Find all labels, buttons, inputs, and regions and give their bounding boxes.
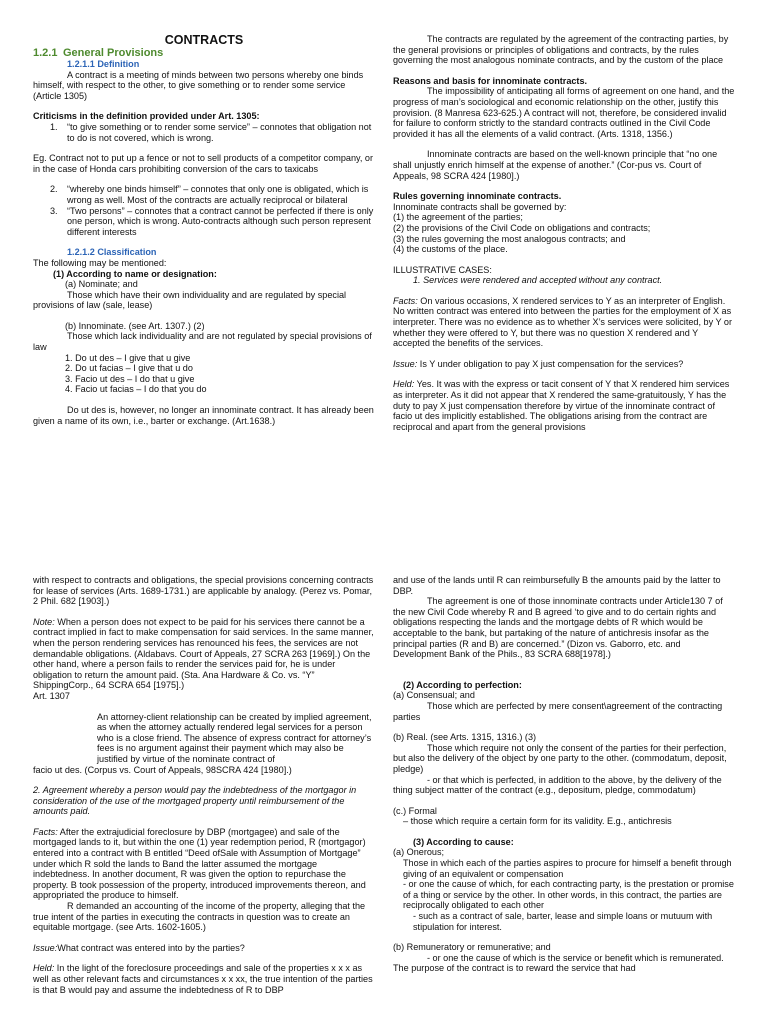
real-text-alt: - or that which is perfected, in addition to the above, by the delivery of the thing subject matter of the contract (e.g., depositum, pledge, commodatum) [393,774,722,796]
case-2-held-continued: and use of the lands until R can reimbursefully B the amounts paid by the latter to DBP. [393,575,721,596]
regulation-paragraph: The contracts are regulated by the agreement of the contracting parties, by the general provisions or principles of obligations and contracts, by the rules governing the most analogous nominate contracts, and by the custom of the place [393,34,729,66]
remuneratory-text: - or one the cause of which is the service or benefit which is remunerated. The purpose of the contract is to reward the service that had [393,952,724,974]
case-1-issue: Issue: Is Y under obligation to pay X just compensation for the services? [393,358,684,369]
case-1-held-continued: with respect to contracts and obligations, the special provisions concerning contracts for lease of services (Arts. 1689-1731.) are applicable by analogy. (Perez vs. Pomar, 2 Phil. 682 [1903].) [33,575,374,607]
onerous-examples: - such as a contract of sale, barter, lease and simple loans or mutuum with stipulation for interest. [413,911,713,932]
reasons-paragraph: The impossibility of anticipating all forms of agreement on one hand, and the progress of man’s sociological and economic relationship on the other, justify this provision. (8 Manresa 623-625.) A contract will not, therefore, be considered invalid for failure to conform strictly to the standard contracts outlined in the Civil Code provided it has all the elements of a valid contract. (Arts. 1318, 1356.) [393,86,735,139]
rule-4: (4) the customs of the place. [393,244,508,255]
real-text: Those which require not only the consent of the parties for their perfection, but also the delivery of the object by one party to the other. (commodatum, deposit, pledge) [393,742,727,774]
page2-right-column [393,575,735,1024]
cause-heading: (3) According to cause: [413,836,514,847]
innominate-text: Those which lack individuality and are not regulated by special provisions of law [33,331,372,353]
case-1-title: 1. Services were rendered and accepted without any contract. [413,275,663,286]
onerous-label: (a) Onerous; [393,847,445,858]
case-2-title: 2. Agreement whereby a person would pay the indebtedness of the mortgagor in consideration of the use of the mortgaged property until reimbursement of the amounts paid. [33,785,357,817]
subsection-classification-heading: 1.2.1.2 Classification [67,247,157,258]
consensual-text: Those which are perfected by mere consent\agreement of the contracting parties [393,700,723,722]
innominate-type-3: 3. Facio ut des – I do that u give [65,373,195,384]
subsection-definition-heading: 1.2.1.1 Definition [67,59,140,69]
real-label: (b) Real. (see Arts. 1315, 1316.) (3) [393,732,537,743]
innominate-type-1: 1. Do ut des – I give that u give [65,352,191,363]
illustrative-cases-heading: ILLUSTRATIVE CASES: [393,264,492,275]
case-1-facts: Facts: On various occasions, X rendered services to Y as an interpreter of English. No written contract was entered into between the parties for the employment of X as interpreter. There was no evidence as to whether X’s services were solicited, by Y or whether they were offered to Y, but there was no question X rendered and Y accepted the benefits of the services. [393,295,732,349]
formal-text: – those which require a certain form for its validity. E.g., antichresis [403,816,672,827]
page1-left-column [33,34,375,494]
criticism-item-3: 3. “Two persons” – connotes that a contract cannot be perfected if there is only one person, which is wrong. Auto-contracts although such person represent different interests [50,205,374,237]
rule-3: (3) the rules governing the most analogous contracts; and [393,233,626,244]
definition-paragraph: A contract is a meeting of minds between two persons whereby one binds himself, with respect to the other, to give something or to render some service (Article 1305) [33,69,364,101]
section-heading [33,47,375,59]
reasons-heading: Reasons and basis for innominate contracts. [393,75,588,86]
onerous-text: Those in which each of the parties aspires to procure for himself a benefit through giving of an equivalent or compensation [403,858,732,879]
nominate-label: (a) Nominate; and [65,279,138,290]
criticism-item-1: 1. “to give something or to render some service” – connotes that obligation not to do is not covered, which is wrong. [50,121,372,143]
formal-label: (c.) Formal [393,805,437,816]
criticism-item-2: 2. “whereby one binds himself” – connotes that only one is obligated, which is wrong as well. Most of the contracts are actually reciprocal or bilateral [50,184,369,205]
innominate-type-4: 4. Facio ut facias – I do that you do [65,384,207,395]
case-1-held: Held: Yes. It was with the express or tacit consent of Y that X rendered him services as interpreter. As it did not appear that X rendered the same-gratuitously, Y has the duty to pay X just compensation therefore by virtue of the innominate contract of facio ut des implicitly established. The obligations arising from the contract are reciprocal and apart from the general provisions [393,379,730,432]
case-2-agreement-paragraph: The agreement is one of those innominate contracts under Article130 7 of the new Civil Code whereby R and B agreed ‘to give and to do certain rights and obligations respecting the lands and the mortgage debts of R which would be acceptable to the bank, but partaking of the nature of antichresis insofar as the principal parties (R and B) are concerned.” (Dizon vs. Gaborro, etc. and Development Bank of the Phils., 83 SCRA 688[1978].) [393,596,723,660]
rules-heading: Rules governing innominate contracts. [393,191,562,202]
rule-2: (2) the provisions of the Civil Code on obligations and contracts; [393,222,651,233]
case-2-held: Held: In the light of the foreclosure proceedings and sale of the properties x x x as well as other relevant facts and circumstances x x xx, the true intention of the parties is that B would pay and assume the indebtedness of R to DBP [33,963,373,995]
case-2-facts-continued: R demanded an accounting of the income of the property, alleging that the true intent of the parties in executing the contracts in question was to create an equitable mortgage. (see Arts. 1602-1605.) [33,901,366,933]
document-title: CONTRACTS [164,34,244,47]
article-1307-label: Art. 1307 [33,690,70,701]
section-title: General Provisions [63,47,164,59]
perfection-heading: (2) According to perfection: [403,679,522,690]
nominate-text: Those which have their own individuality and are regulated by special provisions of law (sale, lease) [33,289,347,311]
rule-1: (1) the agreement of the parties; [393,212,523,223]
page2-left-column [33,575,375,1024]
onerous-text-alt: - or one the cause of which, for each contracting party, is the prestation or promise of a thing or service by the other. In other words, in this contract, the parties are reciprocally obligated to each other [403,879,734,911]
page1-right-column [393,34,735,494]
innominate-label: (b) Innominate. (see Art. 1307.) (2) [65,320,205,331]
consensual-label: (a) Consensual; and [393,690,475,701]
innominate-type-2: 2. Do ut facias – I give that u do [65,363,193,374]
section-number: 1.2.1 [33,47,58,59]
criticisms-heading: Criticisms in the definition provided under Art. 1305: [33,111,260,122]
principle-paragraph: Innominate contracts are based on the well-known principle that “no one shall unjustly enrich himself at the expense of another.” (Cor-pus vs. Court of Appeals, 98 SCRA 424 [1980].) [393,149,718,181]
note-paragraph: Note: When a person does not expect to be paid for his services there cannot be a contract implied in fact to make compensation for said services. In the same manner, when the person rendering services has renounced his fees, the services are not demandable obligations. (Aldabavs. Court of Appeals, 27 SCRA 263 [1969].) On the other hand, where a person fails to render the services paid for, he is under obligation to return the amount paid. (Sta. Ana Hardware & Co. vs. “Y” ShippingCorp., 64 SCRA 654 [1975].) [33,616,374,691]
example-paragraph: Eg. Contract not to put up a fence or not to sell products of a competitor company, or in the case of Honda cars prohibiting conversion of the cars to taxicabs [33,153,374,174]
rules-intro: Innominate contracts shall be governed by: [393,201,567,212]
case-2-facts: Facts: After the extrajudicial foreclosure by DBP (mortgagee) and sale of the mortgaged lands to it, but within the one (1) year redemption period, R (mortgagor) entered into a contract with B entitled “Deed ofSale with Assumption of Mortgage” under which R sold the lands to Band the latter assumed the mortgage indebtedness. In another document, R was given the option to repurchase the property. B took possession of the property, introduced improvements thereon, and appropriated the produce to himself. [33,826,366,901]
attorney-client-paragraph: An attorney-client relationship can be created by implied agreement, as when the attorney actually rendered legal services for a person who is a close friend. The absence of express contract for attorney’s fees is no argument against their payment which may also be justified by virtue of the nominate contract of [97,711,372,764]
do-ut-des-note: Do ut des is, however, no longer an innominate contract. It has already been given a name of its own, i.e., barter or exchange. (Art.1638.) [33,405,374,426]
facio-ut-des-citation: facio ut des. (Corpus vs. Court of Appeals, 98SCRA 424 [1980].) [33,764,292,775]
classification-by-name-heading: (1) According to name or designation: [53,268,217,279]
remuneratory-label: (b) Remuneratory or remunerative; and [393,942,551,953]
case-2-issue: Issue:What contract was entered into by the parties? [33,942,245,953]
classification-intro: The following may be mentioned: [33,257,167,268]
